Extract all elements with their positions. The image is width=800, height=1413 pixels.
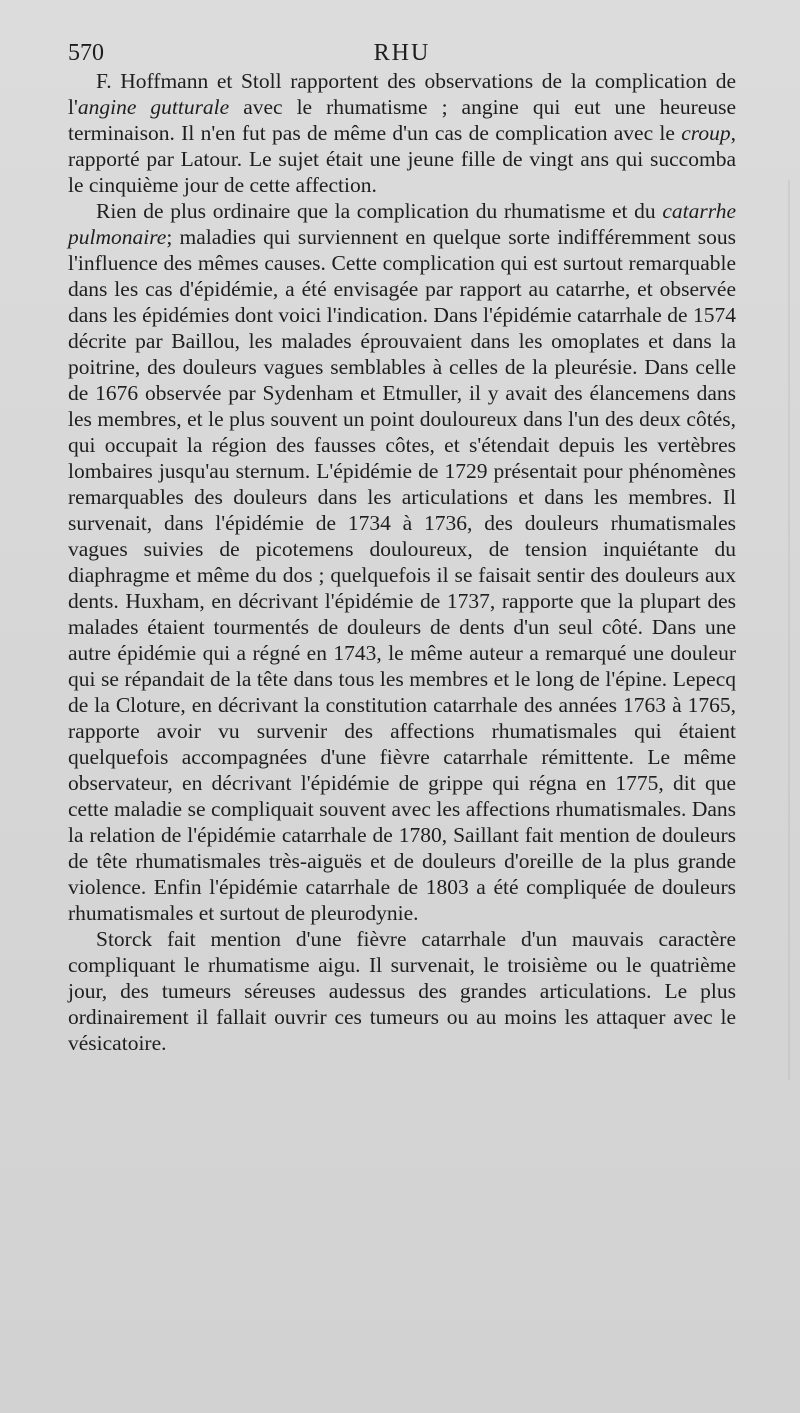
italic-text: angine gutturale	[77, 95, 230, 119]
italic-text: catarrhe pulmonaire	[68, 199, 736, 249]
paragraph	[68, 68, 736, 198]
text-segment: , rapporté par Latour. Le sujet était une jeune fille de vingt ans qui succomba le cinquième jour de cette affection.	[68, 121, 736, 197]
running-head: RHU	[373, 40, 431, 66]
text-segment: avec le rhumatisme ; angine qui eut une heureuse terminaison. Il n'en fut pas de même d'un cas de complication avec le	[68, 95, 736, 145]
italic-text: croup	[681, 121, 731, 145]
page-header	[68, 40, 736, 68]
text-segment: Rien de plus ordinaire que la complication du rhumatisme et du	[96, 199, 663, 223]
text-segment: F. Hoffmann et Stoll rapportent des observations de la complication de l'	[68, 69, 736, 119]
page-edge-shadow	[788, 180, 790, 1080]
body-text	[68, 68, 736, 1056]
page-number: 570	[68, 40, 104, 66]
paragraph	[68, 198, 736, 926]
paragraph	[68, 926, 736, 1056]
text-segment: Storck fait mention d'une fièvre catarrhale d'un mauvais caractère compliquant le rhumatisme aigu. Il survenait, le troisième ou le quatrième jour, des tumeurs séreuses audessus des grandes articulations. Le plus ordinairement il fallait ouvrir ces tumeurs ou au moins les attaquer avec le vésicatoire.	[68, 927, 736, 1055]
text-segment: ; maladies qui surviennent en quelque sorte indifféremment sous l'influence des mêmes causes. Cette complication qui est surtout remarquable dans les cas d'épidémie, a été envisagée par rapport au catarrhe, et observée dans les épidémies dont voici l'indication. Dans l'épidémie catarrhale de 1574 décrite par Baillou, les malades éprouvaient dans les omoplates et dans la poitrine, des douleurs vagues semblables à celles de la pleurésie. Dans celle de 1676 observée par Sydenham et Etmuller, il y avait des élancemens dans les membres, et le plus souvent un point douloureux dans l'un des deux côtés, qui occupait la région des fausses côtes, et s'étendait depuis les vertèbres lombaires jusqu'au sternum. L'épidémie de 1729 présentait pour phénomènes remarquables des douleurs dans les articulations et dans les membres. Il survenait, dans l'épidémie de 1734 à 1736, des douleurs rhumatismales vagues suivies de picotemens douloureux, de tension inquiétante du diaphragme et même du dos ; quelquefois il se faisait sentir des douleurs aux dents. Huxham, en décrivant l'épidémie de 1737, rapporte que la plupart des malades étaient tourmentés de douleurs de dents d'un seul côté. Dans une autre épidémie qui a régné en 1743, le même auteur a remarqué une douleur qui se répandait de la tête dans tous les membres et le long de l'épine. Lepecq de la Cloture, en décrivant la constitution catarrhale des années 1763 à 1765, rapporte avoir vu survenir des affections rhumatismales qui étaient quelquefois accompagnées d'une fièvre catarrhale rémittente. Le même observateur, en décrivant l'épidémie de grippe qui régna en 1775, dit que cette maladie se compliquait souvent avec les affections rhumatismales. Dans la relation de l'épidémie catarrhale de 1780, Saillant fait mention de douleurs de tête rhumatismales très-aiguës et de douleurs d'oreille de la plus grande violence. Enfin l'épidémie catarrhale de 1803 a été compliquée de douleurs rhumatismales et surtout de pleurodynie.	[68, 225, 736, 925]
